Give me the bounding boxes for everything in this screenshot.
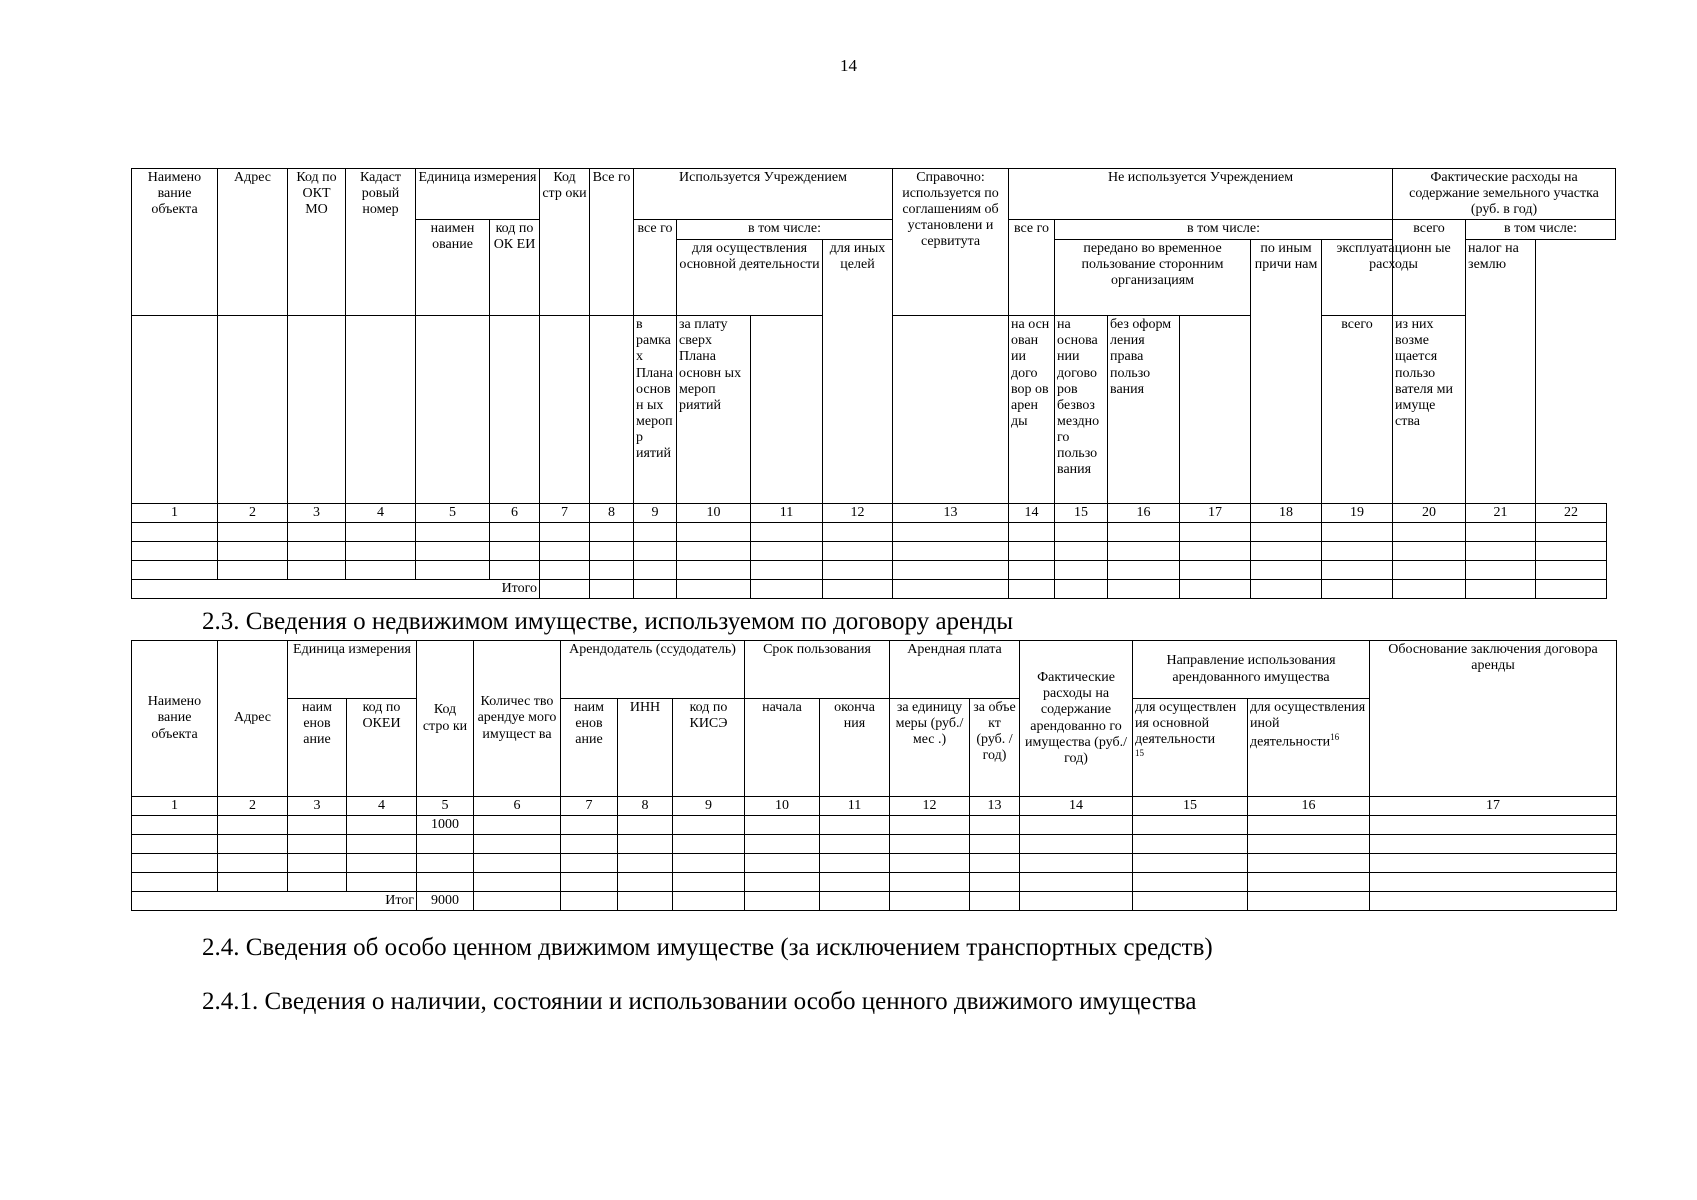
header-land-expenses: Фактические расходы на содержание земельного участка (руб. в год): [1393, 169, 1616, 220]
header-empty: [288, 316, 346, 504]
header-not-used: Не используется Учреждением: [1009, 169, 1393, 220]
column-number: 10: [677, 504, 751, 523]
header-address: Адрес: [218, 641, 288, 797]
column-number: 21: [1466, 504, 1536, 523]
column-number: 4: [347, 797, 417, 816]
header-lessor-inn: ИНН: [618, 699, 673, 797]
header-other-reasons: по иным причи нам: [1251, 240, 1322, 504]
column-number: 12: [823, 504, 893, 523]
table-row: [132, 542, 1616, 561]
column-numbers-row: [132, 504, 1616, 523]
header-cadastral: Кадаст ровый номер: [346, 169, 416, 316]
column-number: 13: [970, 797, 1020, 816]
column-number: 2: [218, 504, 288, 523]
column-number: 8: [590, 504, 634, 523]
header-unit-code: код по ОКЕИ: [347, 699, 417, 797]
column-number: 6: [490, 504, 540, 523]
header-row-code: Код стро ки: [417, 641, 474, 797]
header-empty: [132, 316, 218, 504]
header-used-other: для иных целей: [823, 240, 893, 504]
column-number: 14: [1009, 504, 1055, 523]
column-number: 4: [346, 504, 416, 523]
column-number: 7: [561, 797, 618, 816]
column-number: 2: [218, 797, 288, 816]
header-basis: Обоснование заключения договора аренды: [1370, 641, 1617, 797]
header-unit-code: код по ОК ЕИ: [490, 220, 540, 316]
column-number: 9: [634, 504, 677, 523]
header-empty: [346, 316, 416, 504]
header-used-incl: в том числе:: [677, 220, 893, 240]
total-label: Итог: [132, 892, 417, 911]
header-term: Срок пользования: [745, 641, 890, 699]
header-not-used-all: все го: [1009, 220, 1055, 316]
header-rent-unit: за единицу меры (руб./мес .): [890, 699, 970, 797]
header-empty: [416, 316, 490, 504]
column-number: 11: [751, 504, 823, 523]
table-row: [132, 816, 1617, 835]
header-reference: Справочно: используется по соглашениям об установлени и сервитута: [893, 169, 1009, 316]
header-lease: на осн ован ии дого вор ов арен ды: [1009, 316, 1055, 504]
table-row: [132, 561, 1616, 580]
section-heading-2-3: 2.3. Сведения о недвижимом имуществе, используемом по договору аренды: [202, 608, 1014, 635]
header-empty: [1180, 316, 1251, 504]
column-number: 13: [893, 504, 1009, 523]
column-number: 16: [1108, 504, 1180, 523]
column-number: 8: [618, 797, 673, 816]
header-term-start: начала: [745, 699, 820, 797]
header-used-all: все го: [634, 220, 677, 316]
column-number: 3: [288, 797, 347, 816]
header-land-tax: налог на землю: [1466, 240, 1536, 504]
header-total: Все го: [590, 169, 634, 316]
column-number: 15: [1133, 797, 1248, 816]
header-empty: [751, 316, 823, 504]
table-row: [132, 523, 1616, 542]
column-number: 10: [745, 797, 820, 816]
header-unit: Единица измерения: [416, 169, 540, 220]
header-empty: [218, 316, 288, 504]
header-free-use: на основа нии догово ров безвоз мездно го пользо вания: [1055, 316, 1108, 504]
column-number: 17: [1370, 797, 1617, 816]
header-lessor: Арендодатель (ссудодатель): [561, 641, 745, 699]
column-number: 9: [673, 797, 745, 816]
column-number: 6: [474, 797, 561, 816]
column-number: 20: [1393, 504, 1466, 523]
column-numbers-row: [132, 797, 1617, 816]
header-oktmo: Код по ОКТ МО: [288, 169, 346, 316]
header-unit: Единица измерения: [288, 641, 417, 699]
column-number: 11: [820, 797, 890, 816]
header-used-main: для осуществления основной деятельности: [677, 240, 823, 316]
column-number: 16: [1248, 797, 1370, 816]
leased-property-table: [131, 640, 1617, 911]
header-unit-name: наим енов ание: [288, 699, 347, 797]
header-name: Наимено вание объекта: [132, 641, 218, 797]
header-direction: Направление использования арендованного имущества: [1133, 641, 1370, 699]
column-number: 17: [1180, 504, 1251, 523]
header-expenses: Фактические расходы на содержание арендованно го имущества (руб./год): [1020, 641, 1133, 797]
header-name: Наимено вание объекта: [132, 169, 218, 316]
header-address: Адрес: [218, 169, 288, 316]
header-lessor-kise: код по КИСЭ: [673, 699, 745, 797]
section-heading-2-4-1: 2.4.1. Сведения о наличии, состоянии и использовании особо ценного движимого имущества: [202, 988, 1197, 1015]
header-used: Используется Учреждением: [634, 169, 893, 220]
header-rent-object: за объе кт (руб. /год): [970, 699, 1020, 797]
header-quantity: Количес тво арендуе мого имущест ва: [474, 641, 561, 797]
section-heading-2-4: 2.4. Сведения об особо ценном движимом имуществе (за исключением транспортных средств): [202, 934, 1213, 961]
header-empty: [590, 316, 634, 504]
header-rent: Арендная плата: [890, 641, 1020, 699]
column-number: 1: [132, 504, 218, 523]
header-expenses-incl: в том числе:: [1466, 220, 1616, 240]
table-row: [132, 854, 1617, 873]
column-number: 3: [288, 504, 346, 523]
column-number: 5: [416, 504, 490, 523]
header-term-end: оконча ния: [820, 699, 890, 797]
land-plots-table: [131, 168, 1616, 599]
column-number: 12: [890, 797, 970, 816]
column-number: 14: [1020, 797, 1133, 816]
page-number: 14: [840, 56, 857, 75]
header-row-code: Код стр оки: [540, 169, 590, 316]
header-operating-total: всего: [1322, 316, 1393, 504]
column-number: 19: [1322, 504, 1393, 523]
header-expenses-total: всего: [1393, 220, 1466, 316]
header-used-over-plan: за плату сверх Плана основн ых мероп риятий: [677, 316, 751, 504]
header-direction-main: для осуществлен ия основной деятельности 15: [1133, 699, 1248, 797]
header-empty: [490, 316, 540, 504]
column-number: 15: [1055, 504, 1108, 523]
total-code: 9000: [417, 892, 474, 911]
header-lessor-name: наим енов ание: [561, 699, 618, 797]
header-unit-name: наимен ование: [416, 220, 490, 316]
table-row: [132, 835, 1617, 854]
column-number: 1: [132, 797, 218, 816]
column-number: 7: [540, 504, 590, 523]
header-used-plan: в рамках Плана основн ых меропр иятий: [634, 316, 677, 504]
header-direction-other: для осуществления иной деятельности$^{16}$: [1248, 699, 1370, 797]
column-number: 22: [1536, 504, 1607, 523]
total-label: Итого: [132, 580, 540, 599]
header-reimbursed: из них возме щается пользо вателя ми имуще ства: [1393, 316, 1466, 504]
footnote-marker: 16: [1330, 732, 1340, 743]
column-number: 18: [1251, 504, 1322, 523]
header-not-used-incl: в том числе:: [1055, 220, 1393, 240]
column-number: 5: [417, 797, 474, 816]
row-code: 1000: [417, 816, 474, 835]
footnote-marker: 15: [1135, 748, 1145, 759]
header-empty: [893, 316, 1009, 504]
table-row: [132, 873, 1617, 892]
header-operating-expenses: эксплуатационн ые расходы: [1322, 240, 1466, 316]
total-row: [132, 892, 1617, 911]
header-no-form: без оформ ления права пользо вания: [1108, 316, 1180, 504]
header-transferred: передано во временное пользование сторонним организациям: [1055, 240, 1251, 316]
header-empty: [540, 316, 590, 504]
total-row: [132, 580, 1616, 599]
